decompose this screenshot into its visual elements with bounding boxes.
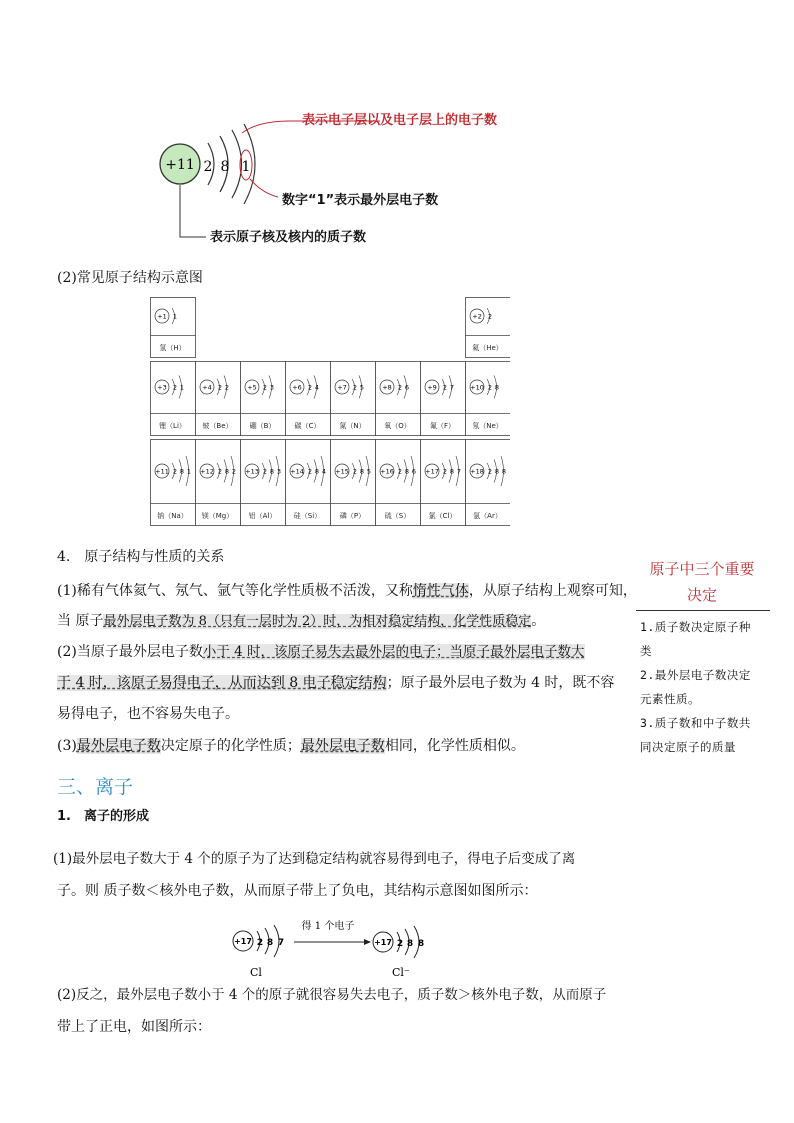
element-cell — [151, 362, 196, 436]
element-label: 氧（O） — [384, 422, 411, 430]
element-label: 氖（Ne） — [472, 422, 503, 430]
element-label: 氢（H） — [159, 344, 186, 352]
element-label: 氯（Cl） — [428, 512, 457, 520]
shell-count: 2 — [397, 467, 403, 476]
shell-count: 7 — [456, 467, 462, 476]
cl-shell-count-3: 7 — [277, 938, 285, 948]
cl-nucleus-charge: +17 — [234, 937, 252, 946]
nucleus-charge: +10 — [470, 383, 484, 392]
element-label: 铍（Be） — [202, 422, 233, 430]
element-label: 碳（C） — [294, 422, 321, 430]
section4-p2-line2 — [57, 676, 614, 690]
shell-count: 1 — [186, 467, 192, 476]
nucleus-charge: +4 — [202, 383, 212, 392]
p2-text-d: ；原子最外层电子数为 4 时，既不容 — [386, 675, 615, 691]
sidebar-title-line2: 决定 — [686, 586, 717, 604]
callout-bottom-text: 表示原子核及核内的质子数 — [210, 230, 367, 245]
element-label: 硫（S） — [384, 512, 411, 520]
shell-count: 2 — [487, 467, 493, 476]
chlorine-ion-diagram — [228, 912, 458, 982]
cl-symbol: Cl — [250, 966, 262, 979]
element-label: 钠（Na） — [157, 512, 188, 520]
element-cell — [376, 362, 421, 436]
sidebar-item-2-line2: 元素性质。 — [640, 692, 700, 706]
shell-count-3: 1 — [241, 159, 251, 175]
shell-count: 2 — [487, 383, 493, 392]
p3-text-e: 相同，化学性质相似。 — [384, 738, 525, 754]
cl-ion-symbol: Cl⁻ — [392, 966, 410, 979]
p1-text-f: 。 — [531, 613, 546, 629]
shell-count: 2 — [172, 467, 178, 476]
nucleus-charge: +15 — [335, 467, 349, 476]
p1-highlight-inert-gas: 惰性气体 — [412, 583, 469, 599]
element-cell — [466, 298, 511, 358]
nucleus-charge: +14 — [290, 467, 304, 476]
cl-shell-count-2: 8 — [266, 938, 274, 948]
callout-line-mid — [250, 179, 278, 197]
element-label: 铝（Al） — [248, 512, 277, 520]
sidebar-title-line1: 原子中三个重要 — [649, 560, 755, 578]
element-cell — [376, 440, 421, 526]
callout-line-bottom — [180, 185, 206, 237]
nucleus-charge: +3 — [157, 383, 167, 392]
section4-p1-line2 — [57, 614, 545, 628]
ion-p2-line2: 带上了正电，如图所示： — [57, 1019, 211, 1035]
shell-count: 3 — [276, 467, 282, 476]
sidebar-item-2-line1: 2.最外层电子数决定 — [640, 668, 751, 682]
nucleus-charge: +7 — [337, 383, 347, 392]
shell-count: 2 — [217, 467, 223, 476]
nucleus-charge: +5 — [247, 383, 257, 392]
element-cell — [196, 440, 241, 526]
arrow-label: 得 1 个电子 — [301, 921, 355, 932]
p3-text-c: 决定原子的化学性质； — [160, 738, 301, 754]
shell-count: 8 — [179, 467, 185, 476]
element-label: 氦（He） — [472, 344, 503, 352]
shell-count: 3 — [269, 383, 275, 392]
p3-highlight-a: 最外层电子数 — [76, 738, 161, 754]
cl-ion-shell-count-2: 8 — [406, 939, 414, 949]
element-label: 镁（Mg） — [201, 512, 234, 520]
element-cell — [241, 440, 286, 526]
shell-count: 1 — [172, 312, 178, 321]
shell-count: 2 — [307, 383, 313, 392]
ion-p1-line2: 子。则 质子数＜核外电子数，从而原子带上了负电，其结构示意图如图所示： — [57, 883, 538, 899]
shell-count: 8 — [404, 467, 410, 476]
p1-highlight-stable: 最外层电子数为 8（只有一层时为 2）时，为相对稳定结构，化学性质稳定 — [103, 614, 532, 629]
shell-count: 2 — [224, 383, 230, 392]
shell-count: 4 — [321, 467, 327, 476]
shell-count: 2 — [307, 467, 313, 476]
element-label: 氮（N） — [339, 422, 366, 430]
nucleus-charge: +13 — [245, 467, 259, 476]
cl-ion-nucleus-charge: +17 — [374, 938, 392, 947]
sidebar-item-1-line2: 类 — [640, 644, 652, 658]
shell-count: 8 — [449, 467, 455, 476]
shell-count: 8 — [494, 467, 500, 476]
section4-heading: 4. 原子结构与性质的关系 — [57, 549, 225, 565]
element-cell — [466, 440, 511, 526]
shell-count: 1 — [179, 383, 185, 392]
element-label: 锂（Li） — [159, 422, 186, 430]
section2-heading: (2)常见原子结构示意图 — [57, 270, 203, 286]
nucleus-charge: +1 — [157, 312, 167, 321]
element-cell — [286, 362, 331, 436]
nucleus-charge: +16 — [380, 467, 394, 476]
cl-shell-count-1: 2 — [256, 938, 264, 948]
shell-count: 2 — [352, 467, 358, 476]
p1-text-c: ，从原子结构上观察可知， — [468, 583, 637, 599]
nucleus-charge: +11 — [155, 467, 169, 476]
shell-count: 8 — [314, 467, 320, 476]
element-cell — [241, 362, 286, 436]
element-cell — [286, 440, 331, 526]
shell-count: 8 — [501, 467, 507, 476]
section4-p2-line1 — [57, 645, 585, 660]
element-label: 硼（B） — [249, 422, 276, 430]
nucleus-charge: +6 — [292, 383, 302, 392]
p3-highlight-b: 最外层电子数 — [300, 738, 385, 754]
shell-count: 6 — [404, 383, 410, 392]
callout-top-text: 表示电子层以及电子层上的电子数 — [302, 113, 498, 128]
nucleus-charge: +11 — [165, 157, 195, 173]
p1-text-a: (1)稀有气体氦气、氖气、氩气等化学性质极不活泼，又称 — [57, 583, 413, 599]
section4-p3 — [57, 739, 525, 753]
shell-count: 2 — [231, 467, 237, 476]
nucleus-charge: +9 — [427, 383, 437, 392]
shell-count: 8 — [494, 383, 500, 392]
element-label: 磷（P） — [339, 512, 366, 520]
element-cell — [331, 440, 376, 526]
element-cell — [151, 440, 196, 526]
shell-count: 2 — [442, 383, 448, 392]
shell-count: 6 — [411, 467, 417, 476]
element-cell — [466, 362, 511, 436]
callout-mid-text: 数字“1”表示最外层电子数 — [282, 193, 439, 208]
shell-count-2: 8 — [220, 159, 230, 175]
shell-count: 4 — [314, 383, 320, 392]
shell-count: 5 — [359, 383, 365, 392]
shell-count: 8 — [359, 467, 365, 476]
ion-p1-line1: (1)最外层电子数大于 4 个的原子为了达到稳定结构就容易得到电子，得电子后变成了离 — [53, 851, 576, 867]
element-label: 硅（Si） — [293, 512, 322, 520]
nucleus-charge: +8 — [382, 383, 392, 392]
shell-count: 5 — [366, 467, 372, 476]
cl-ion-shell-count-1: 2 — [396, 939, 404, 949]
sidebar-note — [632, 556, 772, 759]
atomic-structure-table — [150, 297, 510, 537]
sidebar-item-3-line2: 同决定原子的质量 — [640, 740, 736, 754]
nucleus-charge: +2 — [472, 312, 482, 321]
shell-count: 2 — [487, 312, 493, 321]
nucleus-charge: +12 — [200, 467, 214, 476]
p2-highlight-b: 于 4 时，该原子易得电子，从而达到 8 电子稳定结构 — [57, 675, 387, 691]
shell-count: 2 — [262, 467, 268, 476]
ion-p2-line1: (2)反之，最外层电子数小于 4 个的原子就很容易失去电子，质子数＞核外电子数，从而原子 — [57, 987, 607, 1003]
sidebar-item-3-line1: 3.质子数和中子数共 — [640, 716, 751, 730]
shell-count: 2 — [442, 467, 448, 476]
shell-count: 7 — [449, 383, 455, 392]
element-label: 氟（F） — [429, 422, 456, 430]
element-cell — [331, 362, 376, 436]
p1-text-d: 当 原子 — [57, 613, 104, 629]
shell-count: 2 — [262, 383, 268, 392]
element-cell — [421, 362, 466, 436]
shell-count: 2 — [397, 383, 403, 392]
section4-p2-line3: 易得电子，也不容易失电子。 — [57, 706, 239, 722]
p2-text-a: (2)当原子最外层电子数 — [57, 644, 203, 660]
shell-count: 2 — [172, 383, 178, 392]
sidebar-divider — [636, 610, 770, 611]
sidebar-item-1-line1: 1.质子数决定原子种 — [640, 620, 751, 634]
section3-title: 三、离子 — [57, 776, 134, 798]
element-cell — [421, 440, 466, 526]
p2-highlight-a: 小于 4 时，该原子易失去最外层的电子；当原子最外层电子数大 — [202, 644, 585, 660]
reaction-arrow-head — [364, 939, 371, 945]
element-cell — [151, 298, 196, 358]
shell-count: 2 — [217, 383, 223, 392]
section4-p1-line1 — [57, 584, 637, 598]
shell-count: 8 — [224, 467, 230, 476]
nucleus-charge: +17 — [425, 467, 439, 476]
p3-text-a: (3) — [57, 738, 77, 754]
nucleus-charge: +18 — [470, 467, 484, 476]
shell-count: 2 — [352, 383, 358, 392]
shell-count: 8 — [269, 467, 275, 476]
element-cell — [196, 362, 241, 436]
cl-ion-shell-count-3: 8 — [417, 939, 425, 949]
section3-subheading: 1. 离子的形成 — [57, 809, 149, 824]
shell-count-1: 2 — [203, 159, 213, 175]
element-label: 氩（Ar） — [473, 512, 502, 520]
